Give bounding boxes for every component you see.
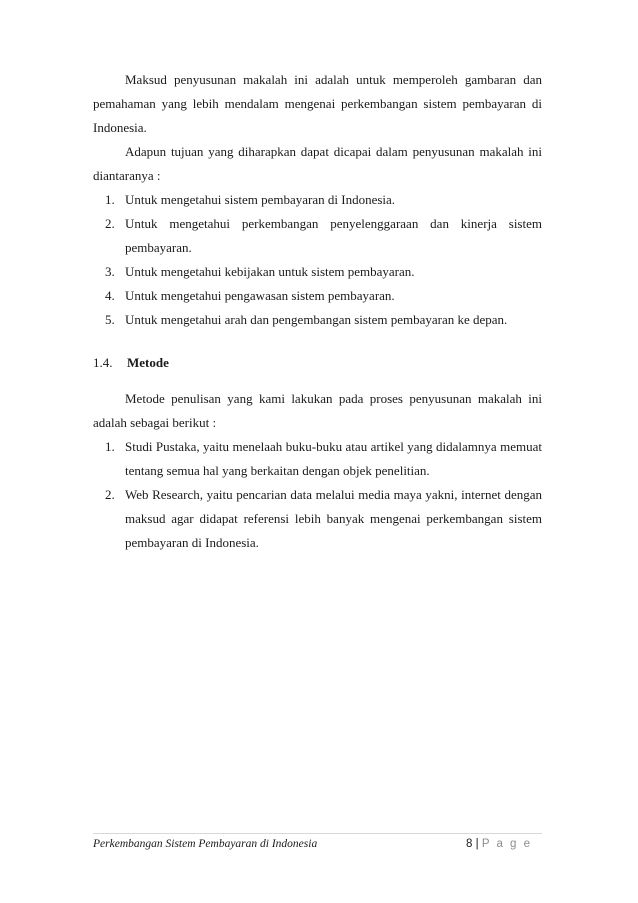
list-item: [93, 260, 542, 284]
page-content: [93, 68, 542, 555]
goals-list: [93, 188, 542, 332]
page-number: 8: [466, 838, 473, 850]
list-item-text: Untuk mengetahui sistem pembayaran di Indonesia.: [125, 192, 396, 207]
page-word: P a g e: [481, 838, 533, 850]
list-item: [93, 188, 542, 212]
list-item: [93, 212, 542, 260]
goals-intro-paragraph: Adapun tujuan yang diharapkan dapat dicapai dalam penyusunan makalah ini diantaranya :: [93, 144, 542, 183]
list-item: [93, 308, 542, 332]
footer-separator: |: [475, 838, 479, 850]
list-item-number: 2.: [105, 487, 115, 502]
list-item-text: Untuk mengetahui arah dan pengembangan sistem pembayaran ke depan.: [125, 312, 508, 327]
page-number-label: [466, 838, 532, 850]
list-item-text: Untuk mengetahui perkembangan penyelenggaraan dan kinerja sistem pembayaran.: [125, 216, 542, 255]
list-item-number: 4.: [105, 288, 115, 303]
list-item: [93, 483, 542, 555]
section-number: 1.4.: [93, 355, 113, 370]
list-item-number: 1.: [105, 439, 115, 454]
page-footer: [93, 838, 542, 854]
methods-list: [93, 435, 542, 555]
footer-title: Perkembangan Sistem Pembayaran di Indonesia: [93, 838, 318, 850]
section-title: Metode: [127, 355, 169, 370]
list-item: [93, 435, 542, 483]
list-item-number: 5.: [105, 312, 115, 327]
list-item-number: 2.: [105, 216, 115, 231]
footer-divider: [93, 833, 542, 834]
method-intro-paragraph: Metode penulisan yang kami lakukan pada proses penyusunan makalah ini adalah sebagai berikut :: [93, 391, 542, 430]
list-item-number: 3.: [105, 264, 115, 279]
intro-paragraph: Maksud penyusunan makalah ini adalah untuk memperoleh gambaran dan pemahaman yang lebih mendalam mengenai perkembangan sistem pembayaran di Indonesia.: [93, 72, 542, 135]
list-item-text: Untuk mengetahui pengawasan sistem pembayaran.: [125, 288, 395, 303]
list-item-number: 1.: [105, 192, 115, 207]
list-item: [93, 284, 542, 308]
section-heading: [93, 351, 542, 375]
list-item-text: Web Research, yaitu pencarian data melalui media maya yakni, internet dengan maksud agar didapat referensi lebih banyak mengenai perkembangan sistem pembayaran di Indonesia.: [125, 487, 542, 550]
list-item-text: Untuk mengetahui kebijakan untuk sistem pembayaran.: [125, 264, 415, 279]
list-item-text: Studi Pustaka, yaitu menelaah buku-buku atau artikel yang didalamnya memuat tentang semua hal yang berkaitan dengan objek penelitian.: [125, 439, 542, 478]
